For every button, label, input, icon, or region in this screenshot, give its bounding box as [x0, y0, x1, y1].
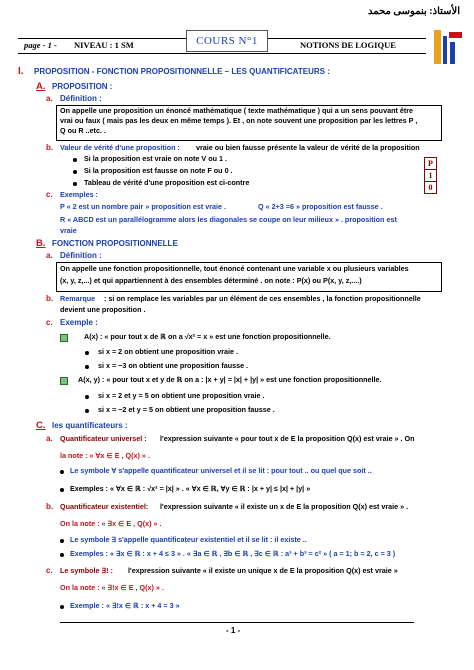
sub-c-marker: c. [46, 566, 53, 575]
A-truth-item-1: Si la proposition est vraie on note V ou 1 . [84, 154, 227, 163]
B-definition-line1: On appelle une fonction propositionnelle, tout énoncé contenant une variable x ou plusieurs variables [60, 264, 409, 273]
bullet [60, 539, 64, 543]
B-remark-label: Remarque [60, 294, 96, 303]
C-existential-label: Quantificateur existentiel: [60, 502, 149, 511]
section-C-title: les quantificateurs : [52, 421, 128, 430]
C-existential-symbol: Le symbole ∃ s'appelle quantificateur existentiel et il se lit : il existe .. [70, 535, 307, 544]
bullet [85, 409, 89, 413]
B-definition-label: Définition : [60, 251, 102, 260]
A-truth-item-2: Si la proposition est fausse on note F ou 0 . [84, 166, 233, 175]
C-unique-note: On la note : « ∃!x ∈ E , Q(x) » . [60, 583, 164, 592]
square-bullet-icon [60, 334, 68, 342]
A-example-2b: vraie [60, 226, 77, 235]
A-truth-item-3: Tableau de vérité d'une proposition est ci-contre [84, 178, 250, 187]
section-C-letter: C. [36, 420, 46, 431]
B-example-A-item-1: si x = 2 on obtient une proposition vraie . [98, 347, 238, 356]
bullet [60, 470, 64, 474]
teacher-name: الأستاذ: بنموسى محمد [367, 6, 460, 17]
course-title-box: COURS N°1 [186, 30, 268, 52]
A-example-2: R « ABCD est un parallélogramme alors les diagonales se coupe on leur milieux » . proposition est [60, 215, 397, 224]
B-example-A-item-2: si x = −3 on obtient une proposition fausse . [98, 361, 249, 370]
B-example-Axy: A(x, y) : « pour tout x et y de ℝ on a : |x + y| = |x| + |y| » est une fonction propositionnelle. [78, 375, 382, 384]
A-example-1a: P « 2 est un nombre pair » proposition est vraie . [60, 202, 227, 211]
A-truth-value-label: Valeur de vérité d'une proposition : [60, 143, 180, 152]
A-definition-line2: vrai ou faux ( mais pas les deux en même temps ). Et , on note souvent une proposition par les lettres P , [60, 116, 418, 125]
B-example-Axy-item-2: si x = −2 et y = 5 on obtient une proposition fausse . [98, 405, 275, 414]
chapter-title: NOTIONS DE LOGIQUE [300, 40, 396, 50]
bullet [60, 605, 64, 609]
C-unique-text: l'expression suivante « il existe un unique x de E la proposition Q(x) est vraie » [128, 566, 398, 575]
section-A-letter: A. [36, 81, 46, 92]
C-universal-symbol: Le symbole ∀ s'appelle quantificateur universel et il se lit : pour tout .. ou quel que soit .. [70, 466, 372, 475]
section-I-title: PROPOSITION - FONCTION PROPOSITIONNELLE – LES QUANTIFICATEURS : [34, 67, 330, 76]
A-example-1b: Q « 2+3 =6 » proposition est fausse . [258, 202, 383, 211]
truth-table-cell: 1 [425, 170, 436, 182]
bullet [60, 488, 64, 492]
C-existential-note: On la note : « ∃x ∈ E , Q(x) » . [60, 519, 162, 528]
logo-icon [430, 28, 466, 66]
C-universal-note: la note : « ∀x ∈ E , Q(x) » . [60, 451, 150, 460]
bullet [85, 395, 89, 399]
sub-c-marker: c. [46, 190, 53, 199]
footer-rule [60, 622, 414, 623]
sub-c-marker: c. [46, 318, 53, 327]
C-unique-example: Exemple : « ∃!x ∈ ℝ : x + 4 = 3 » [70, 601, 180, 610]
page-number: - 1 - [226, 626, 241, 635]
C-universal-examples: Exemples : « ∀x ∈ ℝ : √x² = |x| » . « ∀x ∈ ℝ, ∀y ∈ ℝ : |x + y| ≤ |x| + |y| » [70, 484, 311, 493]
sub-a-marker: a. [46, 251, 53, 260]
C-existential-examples: Exemples : « ∃x ∈ ℝ : x + 4 ≤ 3 » . « ∃a ∈ ℝ , ∃b ∈ ℝ , ∃c ∈ ℝ : a³ + b³ = c² » ( a = 1; b = 2, c = 3 ) [70, 549, 396, 558]
sub-b-marker: b. [46, 294, 54, 303]
level-label: NIVEAU : 1 SM [74, 40, 134, 50]
bullet [60, 553, 64, 557]
B-example-label: Exemple : [60, 318, 98, 327]
B-example-Axy-item-1: si x = 2 et y = 5 on obtient une proposition vraie . [98, 391, 265, 400]
C-unique-symbol: Le symbole ∃! : [60, 566, 113, 575]
truth-table-cell: 0 [428, 183, 433, 192]
A-definition-line3: Q ou R ..etc. . [60, 126, 106, 135]
sub-a-marker: a. [46, 434, 53, 443]
B-remark-line1: : si on remplace les variables par un élément de ces ensembles , la fonction propositionnelle [104, 294, 421, 303]
truth-table-header: P [425, 158, 436, 170]
sub-b-marker: b. [46, 143, 54, 152]
section-B-title: FONCTION PROPOSITIONNELLE [52, 239, 178, 248]
A-examples-label: Exemples : [60, 190, 98, 199]
bullet [73, 170, 77, 174]
bullet [73, 182, 77, 186]
bullet [73, 158, 77, 162]
C-universal-label: Quantificateur universel : [60, 434, 147, 443]
A-definition-line1: On appelle une proposition un énoncé mathématique ( texte mathématique ) qui a un sens pouvant être [60, 106, 414, 115]
B-remark-line2: devient une proposition . [60, 305, 146, 314]
section-A-title: PROPOSITION : [52, 82, 113, 91]
C-universal-text: l'expression suivante « pour tout x de E la proposition Q(x) est vraie » . On [160, 434, 415, 443]
sub-b-marker: b. [46, 502, 54, 511]
B-example-A: A(x) : « pour tout x de ℝ on a √x² = x » est une fonction propositionnelle. [84, 332, 331, 341]
C-existential-text: l'expression suivante « il existe un x de E la proposition Q(x) est vraie » . [160, 502, 409, 511]
A-truth-value-text: vraie ou bien fausse présente la valeur de vérité de la proposition [196, 143, 420, 152]
bullet [85, 365, 89, 369]
section-I-number: I. [18, 66, 24, 77]
page-label: page - 1 - [24, 40, 57, 50]
truth-table [424, 157, 437, 194]
bullet [85, 351, 89, 355]
square-bullet-icon [60, 377, 68, 385]
sub-a-marker: a. [46, 94, 53, 103]
B-definition-line2: (x, y, z,...) et qui appartiennent à des ensembles déterminé . on note : P(x) ou P(x, y, z,....) [60, 276, 362, 285]
A-definition-label: Définition : [60, 94, 102, 103]
section-B-letter: B. [36, 238, 46, 249]
